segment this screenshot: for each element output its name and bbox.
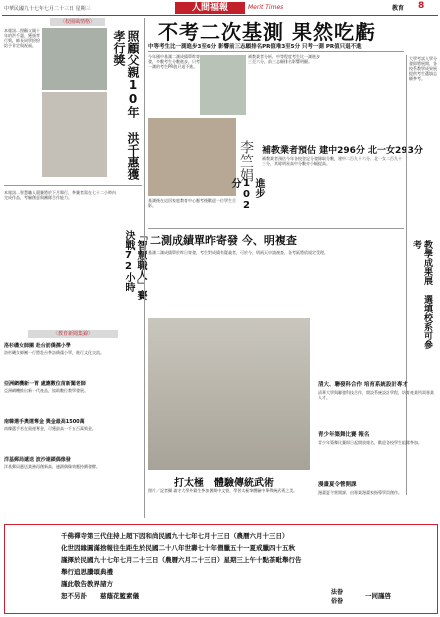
main-rule-2	[148, 228, 404, 229]
main-photo-student	[148, 118, 236, 196]
section-name: 教育	[392, 5, 405, 12]
left-rule-1	[4, 185, 142, 186]
bottom-headline: 二測成績單昨寄發 今、明複查	[150, 234, 297, 247]
obituary-signers: 一同謹啓	[365, 592, 391, 600]
obituary-line-2: 化世因緣圓滿捨報往生距生於民國二十八年世壽七十年僧臘五十一夏戒臘四十五秋	[61, 544, 295, 552]
obituary-signers-label: 法眷 俗眷	[331, 589, 344, 605]
obituary-line-3: 謹擇於民國九十七年七月二十三日（農曆六月二十三日）星期三上午十點茶毗舉行告	[61, 556, 302, 564]
bottom-text: 基測二測成績單於昨日寄發，考生對成績有疑義者，可於今、明兩天申請複查，各考區將依規定受理。	[148, 250, 328, 255]
main-photo-group	[200, 55, 246, 115]
brief-3-text: 南韓選手若在奧運奪金，可獲最高一千五百萬獎金。	[4, 426, 96, 431]
obituary-line-1: 千佛禪寺第三代住持上超下因和尚民國九十七年七月十三日（農曆六月十三日）	[61, 532, 289, 540]
right-section-2-title: 青少年築舞比賽 報名	[318, 432, 370, 438]
right-section-3-title: 漫畫夏令營開課	[318, 482, 357, 488]
obituary-line-5: 謹此敬告教界諸方	[61, 580, 113, 588]
taichi-caption-body: 照片／記者攝 義守大學外籍生參加暑期中文營，學習太極拳體驗中華傳統武術之美。	[148, 488, 298, 493]
masthead	[175, 2, 245, 14]
side-text: 補教業者預估今年各校登記分發錄取分數，建中二百九十六分、北一女二百九十三分，其餘明星高中分數亦小幅提高。	[262, 156, 402, 166]
taichi-photo	[148, 318, 310, 470]
brief-4-title: 洋基郵局遞送 波沙連鎖偶像發	[4, 457, 71, 463]
masthead-english: Merit Times	[248, 4, 284, 11]
brief-4-text: 洋基郵局遞送業務再創新高，連鎖偶像效應持續發酵。	[4, 464, 100, 469]
right-vertical-title: 教學成果展 選填校系可參考	[411, 240, 432, 349]
right-section-3-text: 漫畫夏令營開課，由專業漫畫家指導學員創作。	[318, 490, 402, 495]
right-text-top: 大學考試入學分發即將展開，各校系教學成果展提供考生選填志願參考。	[409, 56, 437, 81]
masthead-name: 人間福報	[191, 3, 228, 13]
brief-1-text: 洛杉磯女師團一行將赴台參訪僑孺小學，進行文化交流。	[4, 350, 104, 355]
news-label-bar	[28, 330, 118, 338]
left-divider	[144, 18, 145, 518]
main-rule	[148, 51, 404, 52]
campus-photo-2	[42, 92, 107, 177]
brief-2-title: 亞洲網機新一胃 處應數位苗新闖老師	[4, 381, 86, 387]
news-label: 〈教育新聞集錦〉	[52, 331, 93, 337]
main-vertical-name: 李竺娟	[238, 140, 254, 182]
obituary-line-4: 舉行追思讚頌典禮	[61, 568, 113, 576]
campus-label: 〈校園風情格〉	[59, 19, 95, 25]
brief-2-text: 亞洲網機推出新一代產品，協助數位教學發展。	[4, 388, 88, 393]
right-section-1-title: 清大、聯發科合作 培育系統設計專才	[318, 382, 408, 388]
brief-3-title: 南韓選手奧運奪金 獎金最高1500萬	[4, 419, 85, 425]
contest-headline: 「智慧職人」賽 決戰72小時	[123, 230, 146, 300]
page-number: 8	[418, 1, 425, 11]
campus-text: 本報訊…照顧父親十年的洪千惠，獲頒孝行獎，師長同學紛紛給予肯定與祝福。	[4, 28, 40, 48]
right-section-2-text: 青少年築舞比賽即日起開放報名，歡迎各校學生組隊參加。	[318, 440, 422, 445]
campus-headline: 照顧父親10年 洪千惠獲孝行獎	[112, 30, 140, 180]
main-subtitle: 中等考生比一測進步3至6分 影響前三志願排名PR值堆3至5分 只考一測 PR值只退不進	[148, 44, 362, 50]
right-section-1-text: 清華大學與聯發科技合作，開設系統設計學程，培育產業所需專業人才。	[318, 390, 434, 400]
main-photo-caption: 基測後在這回家庭教育中心應考後歡迎一位學生合影。	[148, 198, 236, 208]
obituary-box	[4, 524, 438, 614]
campus-label-bar	[50, 18, 105, 26]
obituary-line-6: 恕不另訃 慈蔭花籃素儀	[61, 592, 139, 600]
brief-1-title: 洛杉磯女師團 赴台訪僑孺小學	[4, 343, 71, 349]
date-line: 中華民國九十七年七月二十三日 星期三	[4, 6, 91, 12]
main-vertical-caption: 進步102分	[229, 178, 264, 211]
campus-photo	[42, 28, 107, 90]
contest-text: 本報訊…智慧職人競賽將於下月舉行，參賽者需在七十二小時內完成作品，考驗創意與團隊合作能力。	[4, 190, 116, 200]
main-text-1: 今年國中基測二測成績單昨寄發，多數考生分數進步，只考一測的考生PR值只退不進。	[148, 54, 200, 69]
right-divider	[406, 55, 407, 495]
main-text-2: 補教業者分析，中等程度考生比一測進步三至六分，前三志願排名影響明顯。	[248, 54, 320, 64]
main-title: 不考二次基測 果然吃虧	[158, 20, 376, 44]
side-headline: 補教業者預估 建中296分 北一女293分	[262, 146, 423, 156]
taichi-caption-title: 打太極 體驗傳統武術	[174, 478, 274, 489]
